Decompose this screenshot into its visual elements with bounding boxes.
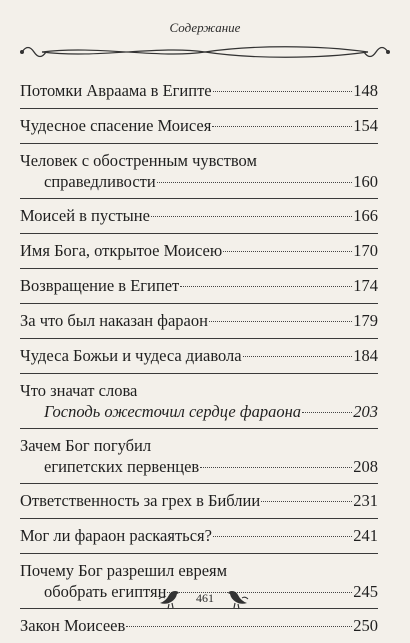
toc-entry: [20, 304, 378, 338]
toc-page-number: 174: [353, 276, 378, 295]
dot-leader: [302, 412, 352, 413]
toc-line: [20, 456, 378, 477]
toc-title: Ответственность за грех в Библии: [20, 491, 261, 510]
toc-title: Что значат слова: [20, 381, 138, 400]
toc-entry: [20, 429, 378, 483]
toc-entry: [20, 609, 378, 643]
bird-icon: [224, 585, 250, 611]
dot-leader: [243, 356, 353, 357]
toc-title: Возвращение в Египет: [20, 276, 180, 295]
toc-page-number: 179: [353, 311, 378, 330]
toc-line: [20, 80, 378, 101]
page-footer: [0, 583, 410, 613]
toc-line: [20, 435, 378, 456]
toc-page-number: 166: [353, 206, 378, 225]
toc-page-number: 208: [353, 457, 378, 476]
toc-entry: [20, 109, 378, 143]
dot-leader: [213, 536, 352, 537]
toc-entry: [20, 339, 378, 373]
dot-leader: [223, 251, 352, 252]
toc-title: обобрать египтян: [44, 582, 167, 601]
toc-entry: [20, 199, 378, 233]
toc-line: [20, 275, 378, 296]
dot-leader: [261, 501, 352, 502]
dot-leader: [180, 286, 352, 287]
toc-title: Чудеса Божьи и чудеса диавола: [20, 346, 242, 365]
dot-leader: [212, 126, 352, 127]
toc-entry: [20, 74, 378, 108]
toc-page-number: 160: [353, 172, 378, 191]
dot-leader: [151, 216, 352, 217]
toc-title: За что был наказан фараон: [20, 311, 208, 330]
toc-line: [20, 401, 378, 422]
toc-line: [20, 310, 378, 331]
toc-line: [20, 525, 378, 546]
toc-page-number: 154: [353, 116, 378, 135]
toc-page-number: 184: [353, 346, 378, 365]
toc-page-number: 170: [353, 241, 378, 260]
toc-line: [20, 490, 378, 511]
toc-title: справедливости: [44, 172, 156, 191]
toc-entry: [20, 374, 378, 428]
toc-page-number: 148: [353, 81, 378, 100]
toc-line: [20, 240, 378, 261]
toc-title: Человек с обостренным чувством: [20, 151, 257, 170]
dot-leader: [200, 467, 352, 468]
toc-line: [20, 345, 378, 366]
toc-page-number: 231: [353, 491, 378, 510]
toc-title: египетских первенцев: [44, 457, 200, 476]
toc-title: Чудесное спасение Моисея: [20, 116, 212, 135]
toc-line: [20, 615, 378, 636]
table-of-contents: [20, 74, 378, 643]
toc-line: [20, 380, 378, 401]
toc-entry: [20, 519, 378, 553]
toc-line: [20, 560, 378, 581]
toc-page-number: 203: [353, 402, 378, 421]
toc-title: Почему Бог разрешил евреям: [20, 561, 228, 580]
toc-page-number: 250: [353, 616, 378, 635]
toc-title: Мог ли фараон раскаяться?: [20, 526, 212, 545]
toc-title: Моисей в пустыне: [20, 206, 150, 225]
toc-entry: [20, 484, 378, 518]
toc-title: Господь ожесточил сердце фараона: [44, 402, 302, 421]
toc-entry: [20, 234, 378, 268]
toc-page-number: 241: [353, 526, 378, 545]
toc-entry: [20, 144, 378, 198]
toc-entry: [20, 269, 378, 303]
toc-line: [20, 150, 378, 171]
dot-leader: [213, 91, 353, 92]
page-number: 461: [196, 591, 214, 605]
toc-title: Зачем Бог погубил: [20, 436, 152, 455]
toc-title: Потомки Авраама в Египте: [20, 81, 212, 100]
decorative-rule-icon: [18, 41, 392, 63]
toc-title: Имя Бога, открытое Моисею: [20, 241, 223, 260]
dot-leader: [157, 182, 353, 183]
toc-line: [20, 115, 378, 136]
toc-title: Закон Моисеев: [20, 616, 126, 635]
toc-line: [20, 171, 378, 192]
page-header: Содержание: [169, 20, 241, 35]
dot-leader: [126, 626, 352, 627]
dot-leader: [209, 321, 352, 322]
toc-line: [20, 205, 378, 226]
toc-page-number: 245: [353, 582, 378, 601]
